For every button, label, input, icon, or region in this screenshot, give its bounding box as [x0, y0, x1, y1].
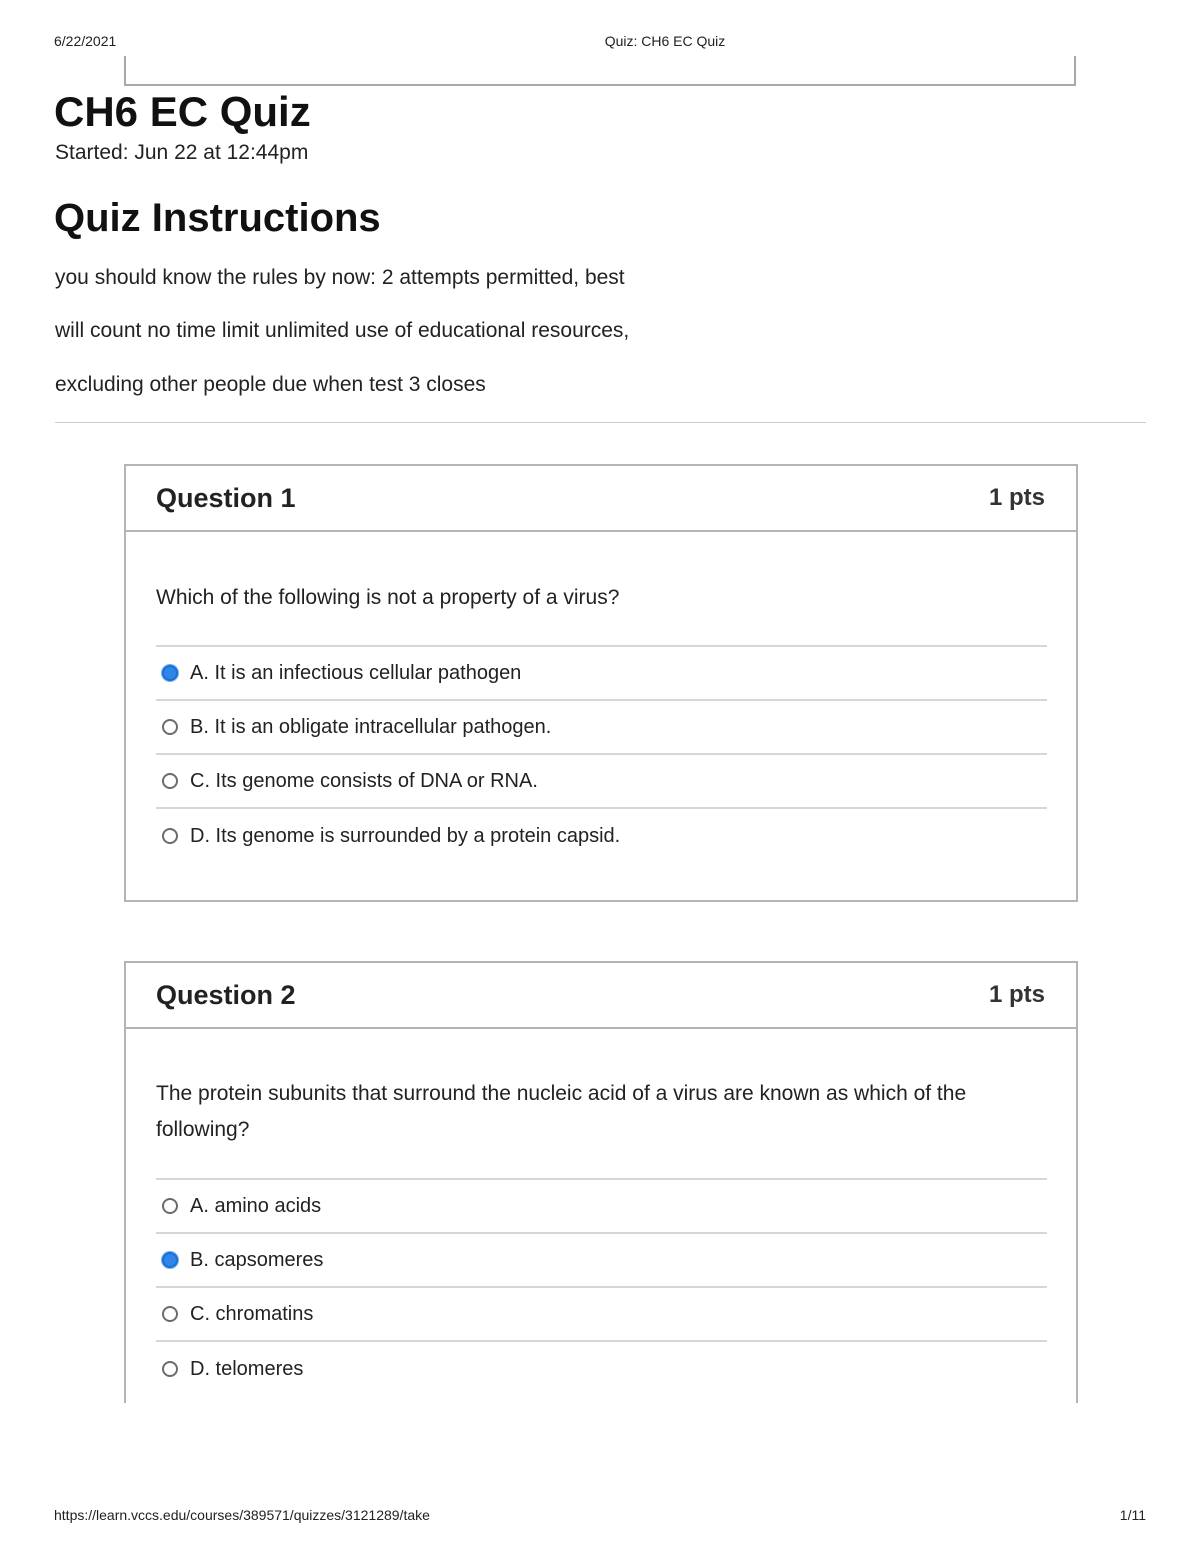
instructions-heading: Quiz Instructions	[54, 196, 381, 240]
instructions-divider	[55, 422, 1146, 423]
previous-panel-frame	[124, 56, 1076, 86]
answer-option-a[interactable]	[156, 647, 1047, 701]
question-card-2	[124, 961, 1078, 1403]
print-page-title: Quiz: CH6 EC Quiz	[604, 33, 726, 49]
answer-label: C. chromatins	[190, 1302, 314, 1325]
question-text: Which of the following is not a property of a virus?	[156, 586, 620, 609]
question-card-1	[124, 464, 1078, 902]
radio-empty-icon[interactable]	[162, 1361, 178, 1377]
radio-empty-icon[interactable]	[162, 719, 178, 735]
answer-label: D. Its genome is surrounded by a protein capsid.	[190, 824, 621, 847]
answer-option-c[interactable]	[156, 755, 1047, 809]
radio-empty-icon[interactable]	[162, 1198, 178, 1214]
question-points: 1 pts	[988, 981, 1045, 1008]
print-date: 6/22/2021	[54, 33, 117, 49]
question-body	[126, 532, 1076, 863]
question-title: Question 2	[156, 979, 296, 1010]
answer-option-d[interactable]	[156, 1342, 1047, 1396]
print-footer-url: https://learn.vccs.edu/courses/389571/quizzes/3121289/take	[54, 1507, 430, 1523]
answer-option-c[interactable]	[156, 1288, 1047, 1342]
radio-selected-icon[interactable]	[162, 665, 178, 681]
answer-option-b[interactable]	[156, 1234, 1047, 1288]
answer-option-d[interactable]	[156, 809, 1047, 863]
answer-label: A. It is an infectious cellular pathogen	[190, 661, 522, 684]
instructions-line: will count no time limit unlimited use of educational resources,	[55, 319, 630, 342]
answer-label: B. It is an obligate intracellular pathogen.	[190, 715, 552, 738]
question-text: The protein subunits that surround the nucleic acid of a virus are known as which of the following?	[156, 1082, 967, 1141]
answer-list	[156, 645, 1047, 863]
radio-empty-icon[interactable]	[162, 773, 178, 789]
answer-option-a[interactable]	[156, 1180, 1047, 1234]
instructions-line: excluding other people due when test 3 closes	[55, 373, 486, 396]
answer-list	[156, 1178, 1047, 1396]
question-header	[126, 963, 1076, 1029]
print-page-number: 1/11	[1119, 1507, 1146, 1523]
quiz-title: CH6 EC Quiz	[54, 88, 311, 135]
instructions-line: you should know the rules by now: 2 attempts permitted, best	[55, 266, 625, 289]
question-points: 1 pts	[988, 484, 1045, 511]
answer-label: B. capsomeres	[190, 1248, 324, 1271]
quiz-started-time: Started: Jun 22 at 12:44pm	[55, 141, 309, 164]
radio-empty-icon[interactable]	[162, 1306, 178, 1322]
question-body	[126, 1029, 1076, 1396]
answer-label: A. amino acids	[190, 1194, 322, 1217]
answer-label: C. Its genome consists of DNA or RNA.	[190, 769, 538, 792]
radio-empty-icon[interactable]	[162, 828, 178, 844]
radio-selected-icon[interactable]	[162, 1252, 178, 1268]
answer-label: D. telomeres	[190, 1357, 304, 1380]
question-title: Question 1	[156, 482, 296, 513]
question-header	[126, 466, 1076, 532]
answer-option-b[interactable]	[156, 701, 1047, 755]
